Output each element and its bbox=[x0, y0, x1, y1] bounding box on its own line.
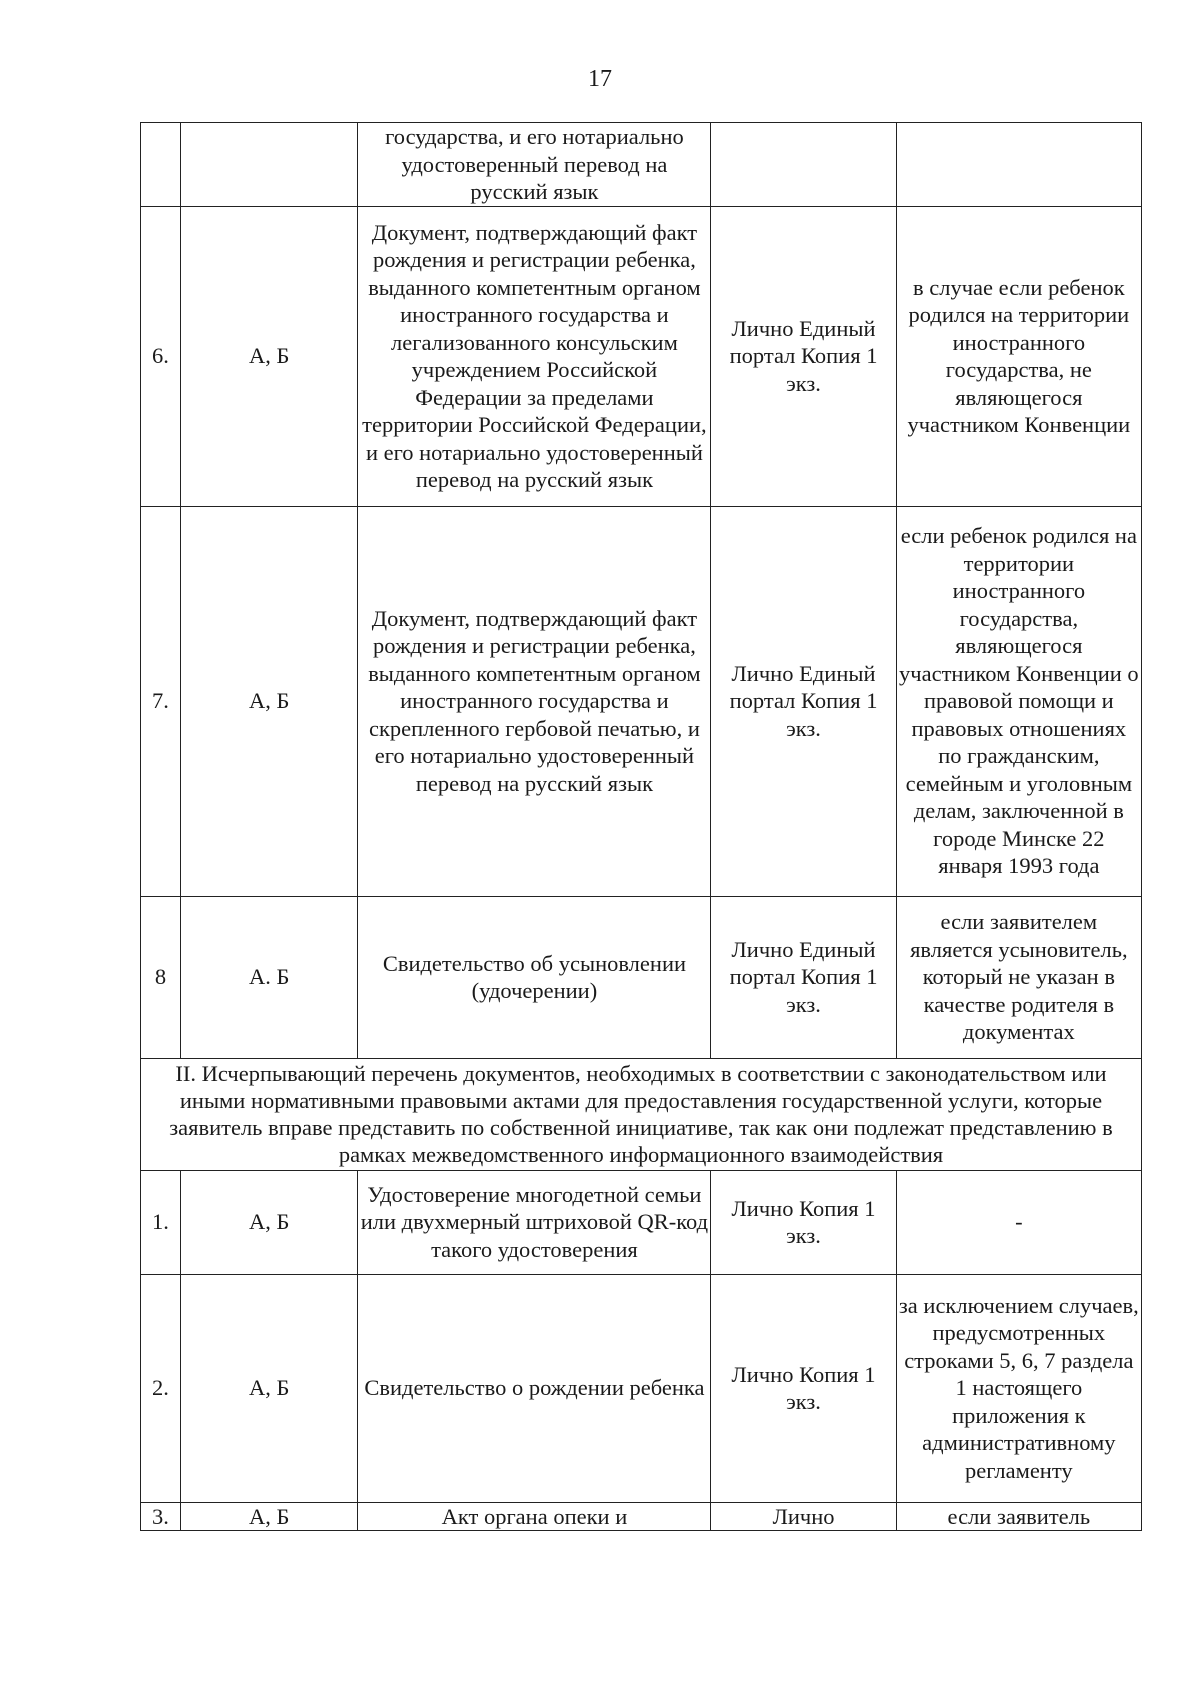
submission-method: Лично bbox=[711, 1502, 896, 1531]
applicant-category: А. Б bbox=[180, 896, 358, 1058]
section-heading-row bbox=[141, 1058, 1142, 1170]
applicant-category bbox=[180, 123, 358, 207]
row-number: 2. bbox=[141, 1274, 181, 1502]
row-number bbox=[141, 123, 181, 207]
document-name: Акт органа опеки и bbox=[358, 1502, 711, 1531]
table-row bbox=[141, 896, 1142, 1058]
applicant-category: А, Б bbox=[180, 1170, 358, 1274]
submission-condition: - bbox=[896, 1170, 1141, 1274]
row-number: 6. bbox=[141, 206, 181, 506]
applicant-category: А, Б bbox=[180, 506, 358, 896]
document-name: Удостоверение многодетной семьи или двухмерный штриховой QR-код такого удостоверения bbox=[358, 1170, 711, 1274]
applicant-category: А, Б bbox=[180, 1502, 358, 1531]
row-number: 3. bbox=[141, 1502, 181, 1531]
submission-condition: если заявителем является усыновитель, который не указан в качестве родителя в документах bbox=[896, 896, 1141, 1058]
table-row bbox=[141, 1274, 1142, 1502]
submission-method: Лично Копия 1 экз. bbox=[711, 1274, 896, 1502]
row-number: 8 bbox=[141, 896, 181, 1058]
submission-method: Лично Копия 1 экз. bbox=[711, 1170, 896, 1274]
submission-method: Лично Единый портал Копия 1 экз. bbox=[711, 506, 896, 896]
row-number: 1. bbox=[141, 1170, 181, 1274]
submission-method: Лично Единый портал Копия 1 экз. bbox=[711, 206, 896, 506]
submission-condition: если ребенок родился на территории иностранного государства, являющегося участником Конвенции о правовой помощи и правовых отношениях по гражданским, семейным и уголовным делам, заключенной в городе Минске 22 января 1993 года bbox=[896, 506, 1141, 896]
table-row bbox=[141, 1170, 1142, 1274]
document-name: государства, и его нотариально удостоверенный перевод на русский язык bbox=[358, 123, 711, 207]
section-heading: II. Исчерпывающий перечень документов, необходимых в соответствии с законодательством или иными нормативными правовыми актами для предоставления государственной услуги, которые заявитель вправе представить по собственной инициативе, так как они подлежат представлению в рамках межведомственного информационного взаимодействия bbox=[141, 1058, 1142, 1170]
submission-method: Лично Единый портал Копия 1 экз. bbox=[711, 896, 896, 1058]
page-number: 17 bbox=[588, 66, 612, 92]
table-row bbox=[141, 206, 1142, 506]
documents-table bbox=[140, 122, 1142, 1531]
document-name: Документ, подтверждающий факт рождения и регистрации ребенка, выданного компетентным органом иностранного государства и легализованного консульским учреждением Российской Федерации за пределами территории Российской Федерации, и его нотариально удостоверенный перевод на русский язык bbox=[358, 206, 711, 506]
submission-condition: в случае если ребенок родился на территории иностранного государства, не являющегося участником Конвенции bbox=[896, 206, 1141, 506]
table-row bbox=[141, 1502, 1142, 1531]
submission-condition bbox=[896, 123, 1141, 207]
applicant-category: А, Б bbox=[180, 1274, 358, 1502]
submission-condition: за исключением случаев, предусмотренных строками 5, 6, 7 раздела 1 настоящего приложения к административному регламенту bbox=[896, 1274, 1141, 1502]
submission-condition: если заявитель bbox=[896, 1502, 1141, 1531]
document-name: Свидетельство о рождении ребенка bbox=[358, 1274, 711, 1502]
applicant-category: А, Б bbox=[180, 206, 358, 506]
table-row bbox=[141, 123, 1142, 207]
document-name: Свидетельство об усыновлении (удочерении) bbox=[358, 896, 711, 1058]
row-number: 7. bbox=[141, 506, 181, 896]
table-row bbox=[141, 506, 1142, 896]
document-name: Документ, подтверждающий факт рождения и регистрации ребенка, выданного компетентным органом иностранного государства и скрепленного гербовой печатью, и его нотариально удостоверенный перевод на русский язык bbox=[358, 506, 711, 896]
submission-method bbox=[711, 123, 896, 207]
